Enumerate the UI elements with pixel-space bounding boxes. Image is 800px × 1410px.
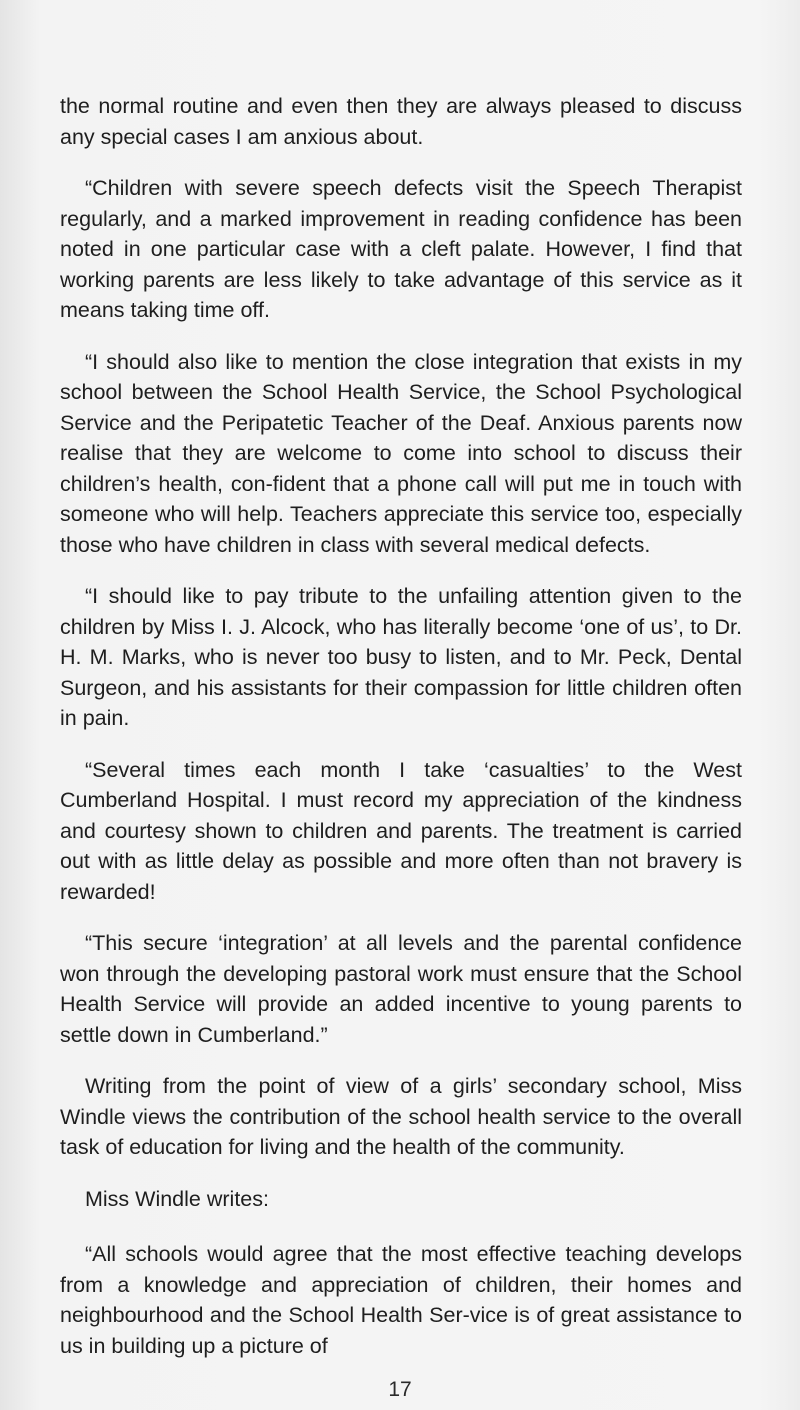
paragraph-tribute: “I should like to pay tribute to the unfailing attention given to the children by Miss I. J. Alcock, who has literally become ‘one of us’, to Dr. H. M. Marks, who is never too busy to listen, and to Mr. Peck, Dental Surgeon, and his assistants for their compassion for little children often in pain. bbox=[60, 584, 742, 730]
paragraph-miss-windle-writes: Miss Windle writes: bbox=[85, 1186, 269, 1211]
page-number: 17 bbox=[388, 1378, 412, 1401]
paragraph-speech-therapist: “Children with severe speech defects visit the Speech Therapist regularly, and a marked improvement in reading confidence has been noted in one particular case with a cleft palate. However, I find that working parents are less likely to take advantage of this service as it means taking time off. bbox=[60, 176, 742, 322]
paragraph-integration: “I should also like to mention the close integration that exists in my school between the School Health Service, the School Psychological Service and the Peripatetic Teacher of the Deaf. Anxious parents now realise that they are welcome to come into school to discuss their children’s health, con-fident that a phone call will put me in touch with someone who will help. Teachers appreciate this service too, especially those who have children in class with several medical defects. bbox=[60, 349, 742, 557]
paragraph-miss-windle-intro: Writing from the point of view of a girls’ secondary school, Miss Windle views the contribution of the school health service to the overall task of education for living and the health of the community. bbox=[60, 1074, 742, 1159]
paragraph-continuation: the normal routine and even then they are always pleased to discuss any special cases I am anxious about. bbox=[60, 94, 742, 149]
paragraph-hospital: “Several times each month I take ‘casualties’ to the West Cumberland Hospital. I must record my appreciation of the kindness and courtesy shown to children and parents. The treatment is carried out with as little delay as possible and more often than not bravery is rewarded! bbox=[60, 757, 742, 904]
paragraph-secure-integration: “This secure ‘integration’ at all levels and the parental confidence won through the developing pastoral work must ensure that the School Health Service will provide an added incentive to young parents to settle down in Cumberland.” bbox=[60, 931, 742, 1047]
body-text bbox=[60, 91, 742, 1382]
paragraph-all-schools: “All schools would agree that the most effective teaching develops from a knowledge and appreciation of children, their homes and neighbourhood and the School Health Ser-vice is of great assistance to us in building up a picture of bbox=[60, 1242, 742, 1358]
